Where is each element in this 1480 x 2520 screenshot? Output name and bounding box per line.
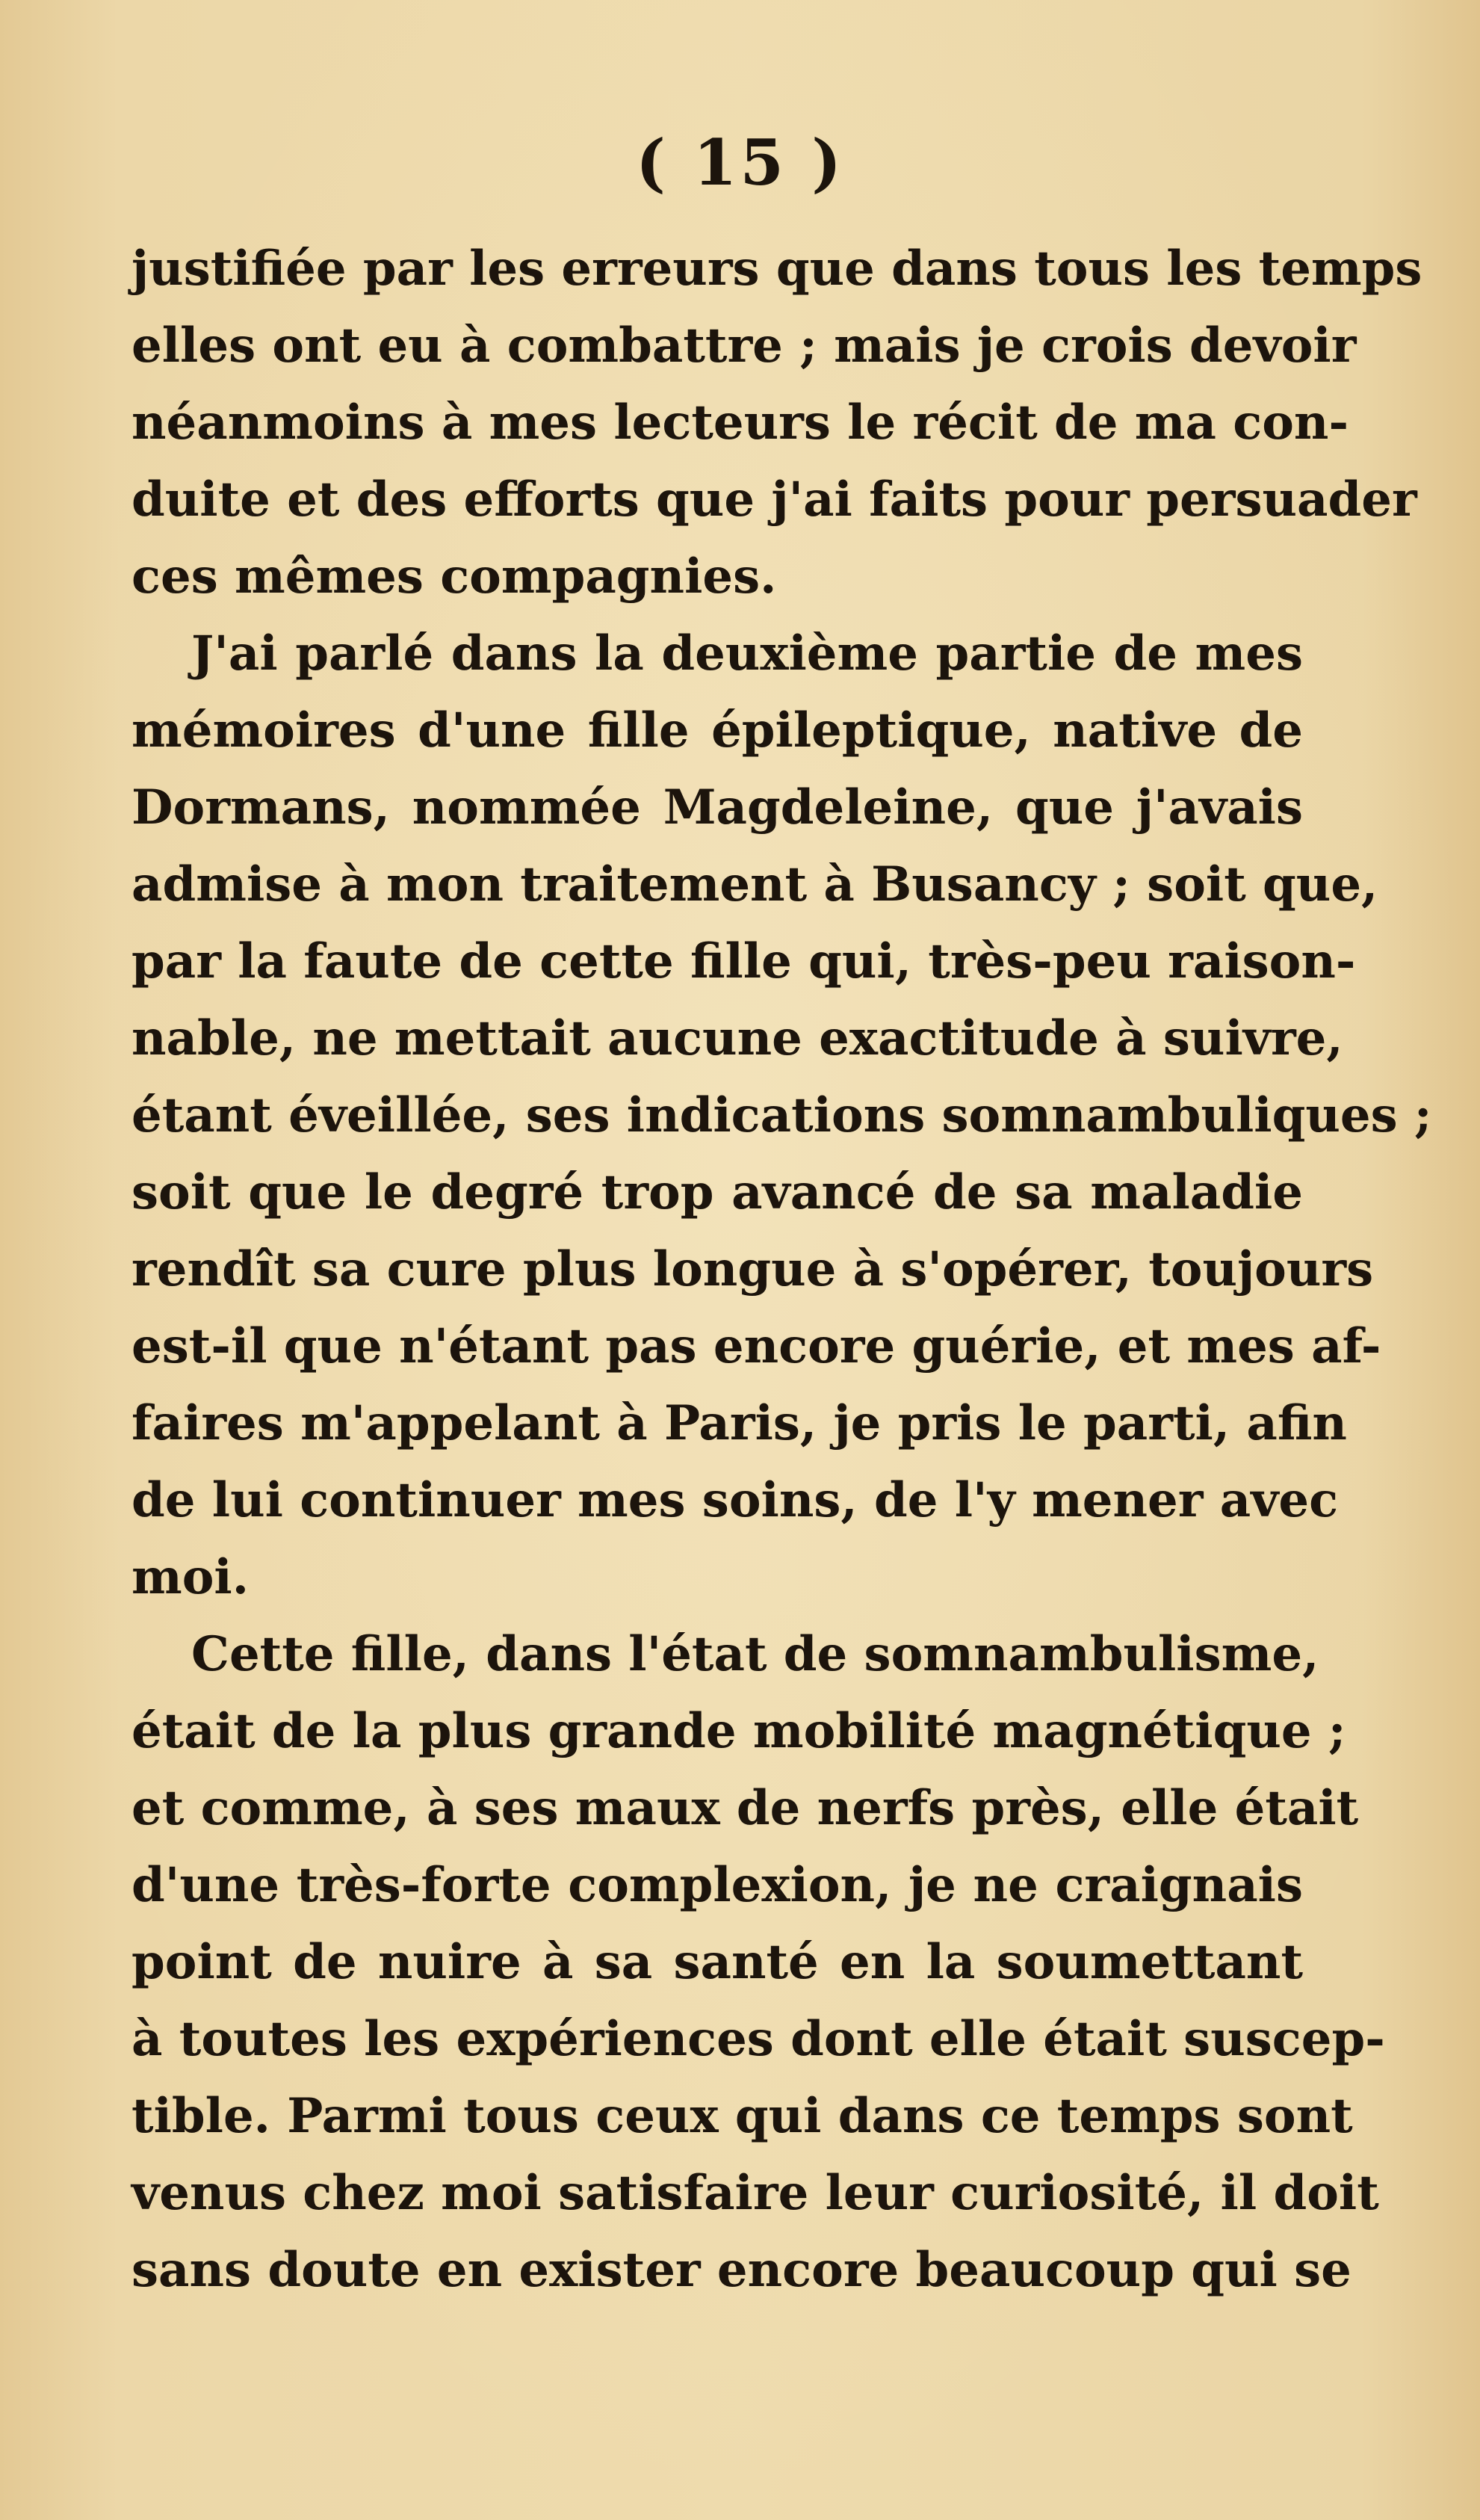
text-line: faires m'appelant à Paris, je pris le parti, afin xyxy=(131,1395,1347,1451)
text-line: sans doute en exister encore beaucoup qui se xyxy=(131,2242,1351,2298)
text-line: nable, ne mettait aucune exactitude à suivre, xyxy=(131,1010,1343,1066)
text-line: Cette fille, dans l'état de somnambulisme, xyxy=(191,1626,1319,1682)
text-line: d'une très-forte complexion, je ne craignais xyxy=(131,1857,1303,1913)
text-line: justifiée par les erreurs que dans tous les temps xyxy=(131,241,1422,297)
text-line: était de la plus grande mobilité magnétique ; xyxy=(131,1703,1346,1759)
text-line: point de nuire à sa santé en la soumettant xyxy=(131,1934,1303,1990)
text-line: venus chez moi satisfaire leur curiosité, il doit xyxy=(131,2165,1379,2221)
body-text xyxy=(131,230,1432,2309)
text-line: néanmoins à mes lecteurs le récit de ma con- xyxy=(131,395,1349,451)
text-line: de lui continuer mes soins, de l'y mener avec xyxy=(131,1472,1339,1528)
text-line: soit que le degré trop avancé de sa maladie xyxy=(131,1164,1303,1220)
text-line: rendît sa cure plus longue à s'opérer, toujours xyxy=(131,1241,1374,1297)
text-line: moi. xyxy=(131,1549,249,1605)
text-line: Dormans, nommée Magdeleine, que j'avais xyxy=(131,779,1303,836)
text-line: tible. Parmi tous ceux qui dans ce temps sont xyxy=(131,2088,1353,2144)
text-line: duite et des efforts que j'ai faits pour persuader xyxy=(131,472,1417,528)
page-number: ( 15 ) xyxy=(636,126,844,200)
text-line: à toutes les expériences dont elle était suscep- xyxy=(131,2011,1385,2067)
text-line: J'ai parlé dans la deuxième partie de mes xyxy=(191,626,1303,682)
text-line: par la faute de cette fille qui, très-peu raison- xyxy=(131,933,1356,989)
text-line: ces mêmes compagnies. xyxy=(131,549,777,605)
text-line: est-il que n'étant pas encore guérie, et mes af- xyxy=(131,1318,1381,1374)
text-line: et comme, à ses maux de nerfs près, elle était xyxy=(131,1780,1359,1836)
text-line: elles ont eu à combattre ; mais je crois devoir xyxy=(131,318,1357,374)
text-line: admise à mon traitement à Busancy ; soit que, xyxy=(131,856,1378,912)
text-line: étant éveillée, ses indications somnambuliques ; xyxy=(131,1087,1432,1143)
text-line: mémoires d'une fille épileptique, native de xyxy=(131,702,1303,759)
